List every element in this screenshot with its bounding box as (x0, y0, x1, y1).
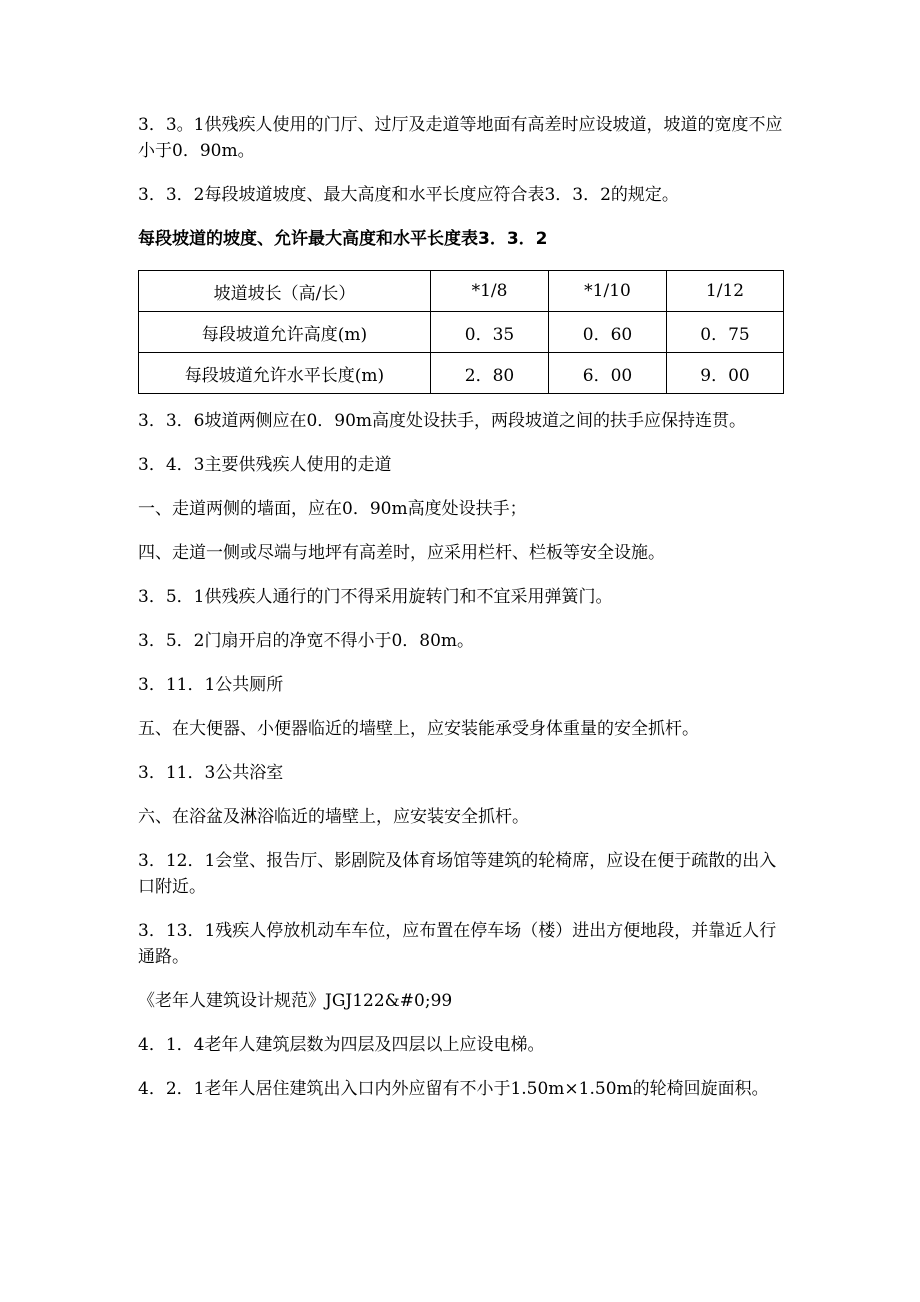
clause-3-4-3: 3．4．3主要供残疾人使用的走道 (138, 455, 392, 475)
table-row (139, 312, 784, 353)
clause-item-1: 一、走道两侧的墙面，应在0．90m高度处设扶手； (138, 499, 527, 519)
clause-3-5-1: 3．5．1供残疾人通行的门不得采用旋转门和不宜采用弹簧门。 (138, 587, 613, 607)
table-cell: 9．00 (667, 353, 784, 394)
table-cell: 1/12 (667, 271, 784, 312)
table-cell: *1/10 (549, 271, 667, 312)
clause-4-2-1: 4．2．1老年人居住建筑出入口内外应留有不小于1.50m×1.50m的轮椅回旋面积。 (138, 1079, 769, 1099)
clause-3-3-2: 3．3．2每段坡道坡度、最大高度和水平长度应符合表3．3．2的规定。 (138, 185, 679, 205)
clause-3-11-3: 3．11．3公共浴室 (138, 763, 284, 783)
clause-3-3-1: 3．3。1供残疾人使用的门厅、过厅及走道等地面有高差时应设坡道，坡道的宽度不应小于0．90m。 (138, 115, 783, 161)
clause-3-12-1: 3．12．1会堂、报告厅、影剧院及体育场馆等建筑的轮椅席，应设在便于疏散的出入口附近。 (138, 851, 777, 897)
table-row-header-cell: 坡道坡长（高/长） (139, 271, 431, 312)
document-page (138, 112, 788, 1120)
table-cell: 0．75 (667, 312, 784, 353)
table-cell: 6．00 (549, 353, 667, 394)
table-cell: 0．35 (431, 312, 549, 353)
ramp-spec-table (138, 270, 784, 394)
clause-4-1-4: 4．1．4老年人建筑层数为四层及四层以上应设电梯。 (138, 1035, 545, 1055)
clause-item-5: 五、在大便器、小便器临近的墙壁上，应安装能承受身体重量的安全抓杆。 (138, 719, 699, 739)
table-row (139, 271, 784, 312)
table-cell: 2．80 (431, 353, 549, 394)
clause-3-3-6: 3．3．6坡道两侧应在0．90m高度处设扶手，两段坡道之间的扶手应保持连贯。 (138, 411, 747, 431)
clause-3-13-1: 3．13．1残疾人停放机动车车位，应布置在停车场（楼）进出方便地段，并靠近人行通路。 (138, 921, 777, 967)
table-title: 每段坡道的坡度、允许最大高度和水平长度表3．3．2 (138, 229, 548, 249)
table-row (139, 353, 784, 394)
clause-3-5-2: 3．5．2门扇开启的净宽不得小于0．80m。 (138, 631, 475, 651)
table-cell: 0．60 (549, 312, 667, 353)
table-row-header-cell: 每段坡道允许水平长度(m) (139, 353, 431, 394)
clause-item-4: 四、走道一侧或尽端与地坪有高差时，应采用栏杆、栏板等安全设施。 (138, 543, 665, 563)
table-cell: *1/8 (431, 271, 549, 312)
standard-title: 《老年人建筑设计规范》JGJ122&#0;99 (138, 991, 453, 1011)
table-row-header-cell: 每段坡道允许高度(m) (139, 312, 431, 353)
clause-item-6: 六、在浴盆及淋浴临近的墙壁上，应安装安全抓杆。 (138, 807, 529, 827)
clause-3-11-1: 3．11．1公共厕所 (138, 675, 284, 695)
